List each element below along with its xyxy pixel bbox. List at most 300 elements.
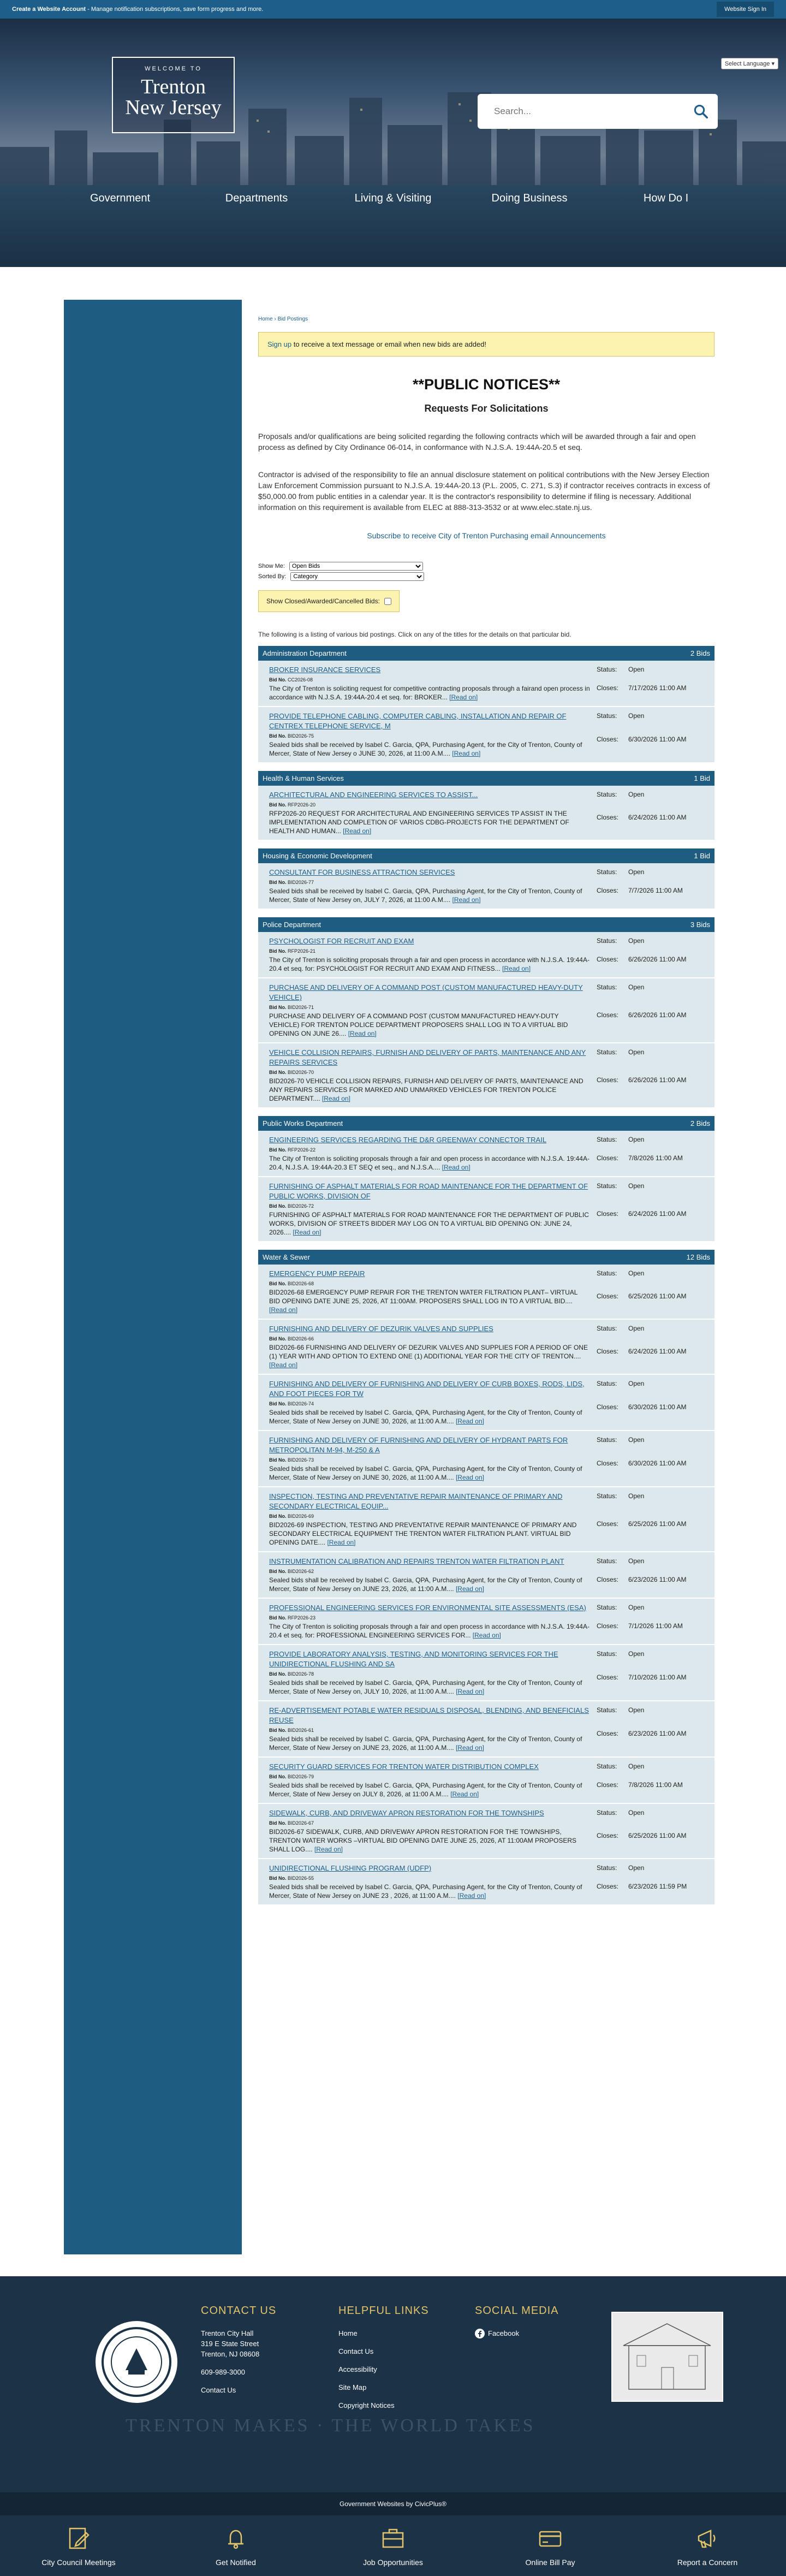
quick-link-online-bill-pay[interactable] [496,2525,605,2567]
city-logo[interactable] [112,57,235,133]
logo-welcome: WELCOME TO [145,66,202,72]
status-label: Status: [597,1269,617,1277]
bid-row [258,978,714,1043]
sorted-by-select[interactable] [290,572,424,581]
facebook-link[interactable] [475,2328,559,2338]
bid-number [269,802,590,808]
bid-number-value: BID2026-79 [288,1774,314,1779]
closes-value: 7/7/2026 11:00 AM [628,886,683,894]
bid-number-label: Bid No. [269,1203,287,1209]
bid-description-text: PURCHASE AND DELIVERY OF A COMMAND POST (CUSTOM MANUFACTURED HEAVY-DUTY VEHICLE) FOR TRENTON POLICE DEPARTMENT PROPOSERS SHALL LOG IN TO A VIRTUAL BID OPENING ON JUNE 26.... [269,1012,568,1037]
search-icon[interactable] [693,103,709,120]
bid-row [258,1043,714,1108]
subscribe-link[interactable]: Subscribe to receive City of Trenton Purchasing email Announcements [367,531,606,540]
closes-label: Closes: [597,735,619,743]
hero-banner [0,19,786,267]
footer-link-contact[interactable]: Contact Us [338,2347,374,2355]
status-value: Open [628,1136,645,1143]
bid-title-link[interactable]: PURCHASE AND DELIVERY OF A COMMAND POST (CUSTOM MANUFACTURED HEAVY-DUTY VEHICLE) [269,983,583,1001]
bid-description-text: Sealed bids shall be received by Isabel C. Garcia, QPA, Purchasing Agent, for the City of Trenton, County of Mercer, State of New Jersey on, JULY 10, 2026, at 11:00 A.M.... [269,1679,582,1695]
footer-link-accessibility[interactable]: Accessibility [338,2365,377,2373]
bid-status [597,1182,705,1237]
status-label: Status: [597,1650,617,1658]
bid-number-value: RFP2026-23 [288,1615,316,1621]
contact-line-3: Trenton, NJ 08608 [201,2350,260,2358]
department-group [258,1116,714,1242]
department-bid-count: 1 Bid [694,774,710,782]
read-on-link[interactable]: [Read on] [314,1845,343,1853]
read-on-link[interactable]: [Read on] [472,1631,501,1639]
status-label: Status: [597,1557,617,1565]
quick-link-report-concern[interactable] [653,2525,762,2567]
department-header[interactable] [258,1250,714,1265]
bid-title-link[interactable]: FURNISHING AND DELIVERY OF DEZURIK VALVES AND SUPPLIES [269,1325,493,1333]
closes-value: 6/25/2026 11:00 AM [628,1831,687,1839]
department-bid-count: 3 Bids [690,921,710,929]
read-on-link[interactable]: [Read on] [455,1474,484,1481]
read-on-link[interactable]: [Read on] [269,1361,298,1369]
status-label: Status: [597,1436,617,1444]
footer-social [475,2305,559,2338]
bid-number [269,1774,590,1779]
bid-description [269,1576,590,1593]
show-me-label: Show Me: [258,563,285,569]
city-seal-image [96,2321,177,2403]
bid-title-link[interactable]: FURNISHING OF ASPHALT MATERIALS FOR ROAD MAINTENANCE FOR THE DEPARTMENT OF PUBLIC WORKS, DIVISION OF [269,1182,588,1200]
department-bid-count: 12 Bids [686,1253,710,1261]
status-value: Open [628,1380,645,1387]
bid-number-value: BID2026-75 [288,733,314,739]
bid-title-link[interactable]: PROFESSIONAL ENGINEERING SERVICES FOR ENVIRONMENTAL SITE ASSESSMENTS (ESA) [269,1604,586,1612]
bid-listing [258,646,714,1906]
read-on-link[interactable]: [Read on] [456,1688,485,1695]
bid-number [269,1615,590,1621]
bid-status [597,711,705,758]
bid-number-label: Bid No. [269,1336,287,1342]
quick-links-bar [0,2515,786,2576]
status-label: Status: [597,1706,617,1714]
bid-title-link[interactable]: BROKER INSURANCE SERVICES [269,666,381,674]
bid-number [269,1005,590,1010]
closes-value: 6/30/2026 11:00 AM [628,735,687,743]
bid-row [258,1599,714,1645]
read-on-link[interactable]: [Read on] [457,1892,486,1900]
closes-label: Closes: [597,1622,619,1630]
status-label: Status: [597,1048,617,1056]
footer-contact-link[interactable]: Contact Us [201,2386,236,2394]
bid-description [269,1781,590,1799]
bid-number [269,880,590,885]
read-on-link[interactable]: [Read on] [502,965,531,972]
quick-link-get-notified[interactable] [181,2525,290,2567]
bid-title-link[interactable]: FURNISHING AND DELIVERY OF FURNISHING AND DELIVERY OF CURB BOXES, RODS, LIDS, AND FOOT PIECES FOR TW [269,1380,585,1398]
bid-description-text: Sealed bids shall be received by Isabel C. Garcia, QPA, Purchasing Agent, for the City of Trenton, County of Mercer, State of New Jersey on JULY 8, 2026, at 11:00 A.M.... [269,1782,582,1798]
bid-title-link[interactable]: INSTRUMENTATION CALIBRATION AND REPAIRS TRENTON WATER FILTRATION PLANT [269,1557,564,1565]
bid-number-label: Bid No. [269,1513,287,1519]
bid-title-link[interactable]: ARCHITECTURAL AND ENGINEERING SERVICES TO ASSIST... [269,791,478,799]
bid-number-value: RFP2026-21 [288,948,316,954]
status-value: Open [628,1325,645,1332]
bid-title-link[interactable]: PSYCHOLOGIST FOR RECRUIT AND EXAM [269,937,414,945]
closes-label: Closes: [597,1209,619,1218]
status-label: Status: [597,937,617,945]
department-group [258,1250,714,1906]
closes-value: 6/24/2026 11:00 AM [628,1347,687,1355]
bid-number [269,1070,590,1075]
read-on-link[interactable]: [Read on] [455,1417,484,1425]
status-label: Status: [597,666,617,673]
sign-in-button[interactable]: Website Sign In [717,2,774,17]
bid-status [597,1603,705,1640]
nav-living-visiting[interactable]: Living & Visiting [354,192,432,204]
department-bid-count: 2 Bids [690,1119,710,1127]
bid-number-value: BID2026-61 [288,1728,314,1733]
bid-row [258,1701,714,1758]
closes-label: Closes: [597,1459,619,1467]
bid-title-link[interactable]: UNIDIRECTIONAL FLUSHING PROGRAM (UDFP) [269,1864,432,1872]
footer-helpful-links [338,2305,429,2418]
bid-number-value: BID2026-77 [288,880,314,885]
quick-link-label: Get Notified [216,2557,256,2567]
bid-title-link[interactable]: RE-ADVERTISEMENT POTABLE WATER RESIDUALS DISPOSAL, BLENDING, AND BENEFICIALS REUSE [269,1706,589,1724]
nav-departments[interactable]: Departments [225,192,288,204]
bid-description-text: FURNISHING OF ASPHALT MATERIALS FOR ROAD MAINTENANCE FOR THE DEPARTMENT OF PUBLIC WORKS, DIVISION OF STREETS BIDDER MAY LOG ON TO A VIRTUAL BID OPENING ON: JUNE 24, 2026.... [269,1211,589,1236]
logo-state: New Jersey [125,96,222,119]
bid-title-link[interactable]: INSPECTION, TESTING AND PREVENTATIVE REPAIR MAINTENANCE OF PRIMARY AND SECONDARY ELECTRICAL EQUIP... [269,1492,563,1510]
bid-number-label: Bid No. [269,1569,287,1574]
bid-description-text: RFP2026-20 REQUEST FOR ARCHITECTURAL AND ENGINEERING SERVICES TP ASSIST IN THE IMPLEMENTATION AND COMPLETION OF VARIOS CDBG-PROJECTS FOR THE DEPARTMENT OF HEALTH AND HUMAN... [269,810,569,835]
bid-description [269,809,590,835]
read-on-link[interactable]: [Read on] [442,1164,471,1171]
bid-title-link[interactable]: EMERGENCY PUMP REPAIR [269,1269,365,1278]
bid-number-label: Bid No. [269,733,287,739]
closes-value: 6/23/2026 11:00 AM [628,1575,687,1583]
bid-description [269,1012,590,1038]
bid-row [258,1487,714,1552]
edit-document-icon [66,2525,92,2551]
read-on-link[interactable]: [Read on] [293,1228,321,1236]
bid-number-label: Bid No. [269,802,287,808]
status-value: Open [628,1809,645,1817]
status-value: Open [628,712,645,720]
closes-value: 7/10/2026 11:00 AM [628,1673,687,1681]
status-label: Status: [597,1380,617,1387]
contact-line-2: 319 E State Street [201,2340,259,2348]
bid-description-text: BID2026-70 VEHICLE COLLISION REPAIRS, FURNISH AND DELIVERY OF PARTS, MAINTENANCE AND ANY REPAIRS SERVICES FOR MARKED AND UNMARKED VEHICLES FOR TRENTON POLICE DEPARTMENT.... [269,1077,583,1102]
read-on-link[interactable]: [Read on] [450,1790,479,1798]
bid-description-text: Sealed bids shall be received by Isabel C. Garcia, QPA, Purchasing Agent, for the City of Trenton, County of Mercer, State of New Jersey on JUNE 30, 2026, at 11:00 A.M.... [269,1409,582,1425]
bid-row [258,1645,714,1701]
bid-title-link[interactable]: CONSULTANT FOR BUSINESS ATTRACTION SERVICES [269,868,455,876]
facebook-icon [475,2329,485,2338]
bid-number-label: Bid No. [269,1615,287,1621]
department-name: Health & Human Services [263,774,344,782]
bid-number [269,733,590,739]
create-account-link[interactable]: Create a Website Account [12,6,86,13]
status-label: Status: [597,1182,617,1190]
bid-row [258,1375,714,1431]
closes-label: Closes: [597,1076,619,1084]
status-value: Open [628,1182,645,1190]
credit-card-icon [537,2525,563,2551]
bid-number [269,1401,590,1406]
footer [0,2276,786,2492]
closes-value: 6/26/2026 11:00 AM [628,955,687,963]
bid-number-value: BID2026-62 [288,1569,314,1574]
closes-value: 6/23/2026 11:00 AM [628,1729,687,1737]
breadcrumb [258,316,714,322]
bid-status [597,936,705,973]
breadcrumb-bid-postings[interactable]: Bid Postings [277,316,308,322]
bid-description-text: Sealed bids shall be received by Isabel C. Garcia, QPA, Purchasing Agent, for the City of Trenton, County of Mercer, State of New Jersey on JUNE 23, 2026, at 11:00 A.M.... [269,1735,582,1752]
read-on-link[interactable]: [Read on] [452,896,481,904]
civicplus-credit[interactable] [0,2492,786,2515]
closes-label: Closes: [597,813,619,821]
status-value: Open [628,1557,645,1565]
bid-description [269,1622,590,1640]
bid-number-label: Bid No. [269,1875,287,1881]
read-on-link[interactable]: [Read on] [321,1095,350,1102]
nav-how-do-i[interactable]: How Do I [643,192,689,204]
bid-title-link[interactable]: VEHICLE COLLISION REPAIRS, FURNISH AND DELIVERY OF PARTS, MAINTENANCE AND ANY REPAIRS SERVICES [269,1048,586,1066]
read-on-link[interactable]: [Read on] [269,1306,298,1314]
department-group [258,917,714,1108]
status-value: Open [628,1864,645,1872]
read-on-link[interactable]: [Read on] [343,827,372,835]
bid-description-text: BID2026-69 INSPECTION, TESTING AND PREVENTATIVE REPAIR MAINTENANCE OF PRIMARY AND SECONDARY ELECTRICAL EQUIPMENT THE TRENTON WATER FILTRATION PLANT. VIRTUAL BID OPENING DATE.... [269,1521,577,1546]
bid-number-value: BID2026-70 [288,1070,314,1075]
bid-number [269,1203,590,1209]
status-label: Status: [597,1809,617,1817]
bid-title-link[interactable]: FURNISHING AND DELIVERY OF FURNISHING AND DELIVERY OF HYDRANT PARTS FOR METROPOLITAN M-94, M-250 & A [269,1436,568,1454]
bid-status [597,868,705,904]
bid-description-text: Sealed bids shall be received by Isabel C. Garcia, QPA, Purchasing Agent, for the City of Trenton, County of Mercer, State of New Jersey on JUNE 30, 2026, at 11:00 A.M.... [269,1465,582,1481]
bid-description-text: The City of Trenton is soliciting proposals through a fair and open process in accordance with N.J.S.A. 19:44A-20.4 et seq. for: PROFESSIONAL ENGINEERING SERVICES FOR... [269,1623,590,1639]
bid-description [269,740,590,758]
quick-link-label: City Council Meetings [41,2557,116,2567]
bid-number [269,1875,590,1881]
department-header[interactable] [258,771,714,786]
contact-heading: CONTACT US [201,2305,277,2317]
status-value: Open [628,983,645,991]
main-content [258,300,714,2254]
nav-government[interactable]: Government [90,192,151,204]
bid-number [269,1457,590,1463]
bid-number-value: BID2026-74 [288,1401,314,1406]
bid-description-text: Sealed bids shall be received by Isabel C. Garcia, QPA, Purchasing Agent, for the City of Trenton, County of Mercer, State of New Jersey on JUNE 23, 2026, at 11:00 A.M.... [269,1576,582,1593]
department-header[interactable] [258,646,714,661]
quick-link-label: Online Bill Pay [525,2557,575,2567]
read-on-link[interactable]: [Read on] [452,750,481,757]
bid-number [269,1569,590,1574]
bid-number-label: Bid No. [269,1728,287,1733]
bid-status [597,1324,705,1369]
closes-label: Closes: [597,1520,619,1528]
seal-emblem-icon [101,2326,172,2397]
facebook-label: Facebook [488,2329,520,2337]
read-on-link[interactable]: [Read on] [455,1585,484,1593]
closes-value: 6/30/2026 11:00 AM [628,1459,687,1467]
status-label: Status: [597,1864,617,1872]
breadcrumb-home[interactable]: Home [258,316,273,322]
closes-value: 6/25/2026 11:00 AM [628,1292,687,1300]
bid-number-value: BID2026-78 [288,1671,314,1677]
status-value: Open [628,1048,645,1056]
bid-number [269,677,590,682]
bid-number-label: Bid No. [269,1401,287,1406]
bid-row [258,1131,714,1177]
city-hall-sketch-image [611,2312,723,2402]
bid-number-label: Bid No. [269,1281,287,1286]
closed-bids-checkbox[interactable] [384,598,391,605]
bid-number-value: BID2026-55 [288,1875,314,1881]
footer-link-home[interactable]: Home [338,2329,358,2337]
bid-description-text: Sealed bids shall be received by Isabel C. Garcia, QPA, Purchasing Agent, for the City of Trenton, County of Mercer, State of New Jersey on JUNE 23 , 2026, at 11:00 A.M.... [269,1883,582,1900]
bid-status [597,1435,705,1482]
bid-number-value: BID2026-73 [288,1457,314,1463]
bid-row [258,707,714,763]
status-label: Status: [597,868,617,876]
bid-description [269,1210,590,1237]
bid-number-value: BID2026-69 [288,1513,314,1519]
bid-row [258,932,714,978]
notify-alert [258,332,714,357]
bid-description-text: Sealed bids shall be received by Isabel C. Garcia, QPA, Purchasing Agent, for the City of Trenton, County of Mercer, State of New Jersey o JUNE 30, 2026, at 11:00 A.M.... [269,741,582,757]
closes-label: Closes: [597,1780,619,1789]
bid-number-value: BID2026-67 [288,1820,314,1826]
bid-description [269,1883,590,1900]
read-on-link[interactable]: [Read on] [449,693,478,701]
search-box [478,94,718,129]
closes-label: Closes: [597,684,619,692]
status-label: Status: [597,712,617,720]
listing-intro: The following is a listing of various bid postings. Click on any of the titles for the details on that particular bid. [258,631,571,638]
closes-label: Closes: [597,1729,619,1737]
status-value: Open [628,791,645,798]
department-header[interactable] [258,1116,714,1131]
bid-description-text: Sealed bids shall be received by Isabel C. Garcia, QPA, Purchasing Agent, for the City of Trenton, County of Mercer, State of New Jersey on, JULY 7, 2026, at 11:00 A.M.... [269,887,582,904]
quick-link-job-opportunities[interactable] [338,2525,448,2567]
bid-status [597,1135,705,1172]
bid-status [597,983,705,1038]
bid-number-label: Bid No. [269,1005,287,1010]
bid-number-label: Bid No. [269,1671,287,1677]
department-bid-count: 2 Bids [690,649,710,657]
account-message[interactable] [12,6,263,13]
bid-title-link[interactable]: PROVIDE TELEPHONE CABLING, COMPUTER CABLING, INSTALLATION AND REPAIR OF CENTREX TELEPHONE SERVICE, M [269,712,567,730]
bid-status [597,1269,705,1314]
page-title: **PUBLIC NOTICES** [412,376,561,393]
top-bar [0,0,786,19]
main-nav [0,192,786,205]
department-name: Administration Department [263,649,347,657]
bid-number-label: Bid No. [269,1820,287,1826]
department-header[interactable] [258,848,714,863]
closes-label: Closes: [597,1882,619,1890]
quick-link-council-meetings[interactable] [24,2525,133,2567]
closes-value: 6/26/2026 11:00 AM [628,1011,687,1019]
department-group [258,848,714,910]
bid-number [269,1336,590,1342]
closes-label: Closes: [597,955,619,963]
read-on-link[interactable]: [Read on] [327,1539,356,1546]
search-input[interactable] [494,106,693,117]
status-value: Open [628,868,645,876]
bid-title-link[interactable]: SECURITY GUARD SERVICES FOR TRENTON WATER DISTRIBUTION COMPLEX [269,1762,539,1771]
bid-status [597,790,705,835]
bid-row [258,1320,714,1375]
bid-row [258,786,714,841]
bid-description [269,1288,590,1314]
closes-label: Closes: [597,1154,619,1162]
closes-value: 6/23/2026 11:59 PM [628,1882,687,1890]
quick-link-label: Job Opportunities [363,2557,423,2567]
megaphone-icon [694,2525,720,2551]
bid-number [269,948,590,954]
read-on-link[interactable]: [Read on] [348,1030,377,1037]
logo-city: Trenton [141,75,206,98]
bid-number-label: Bid No. [269,1457,287,1463]
content-area [0,267,786,2276]
closes-label: Closes: [597,1292,619,1300]
bid-status [597,1808,705,1854]
status-label: Status: [597,791,617,798]
nav-doing-business[interactable]: Doing Business [491,192,568,204]
briefcase-icon [380,2525,406,2551]
bid-number [269,1513,590,1519]
status-label: Status: [597,1136,617,1143]
bid-status [597,1048,705,1103]
sign-up-link[interactable]: Sign up [267,340,292,348]
phone-link[interactable]: 609-989-3000 [201,2368,245,2376]
closes-label: Closes: [597,1347,619,1355]
closes-label: Closes: [597,1831,619,1839]
breadcrumb-separator: › [272,316,278,322]
read-on-link[interactable]: [Read on] [455,1744,484,1752]
bid-number [269,1820,590,1826]
closes-label: Closes: [597,1403,619,1411]
bid-title-link[interactable]: ENGINEERING SERVICES REGARDING THE D&R GREENWAY CONNECTOR TRAIL [269,1136,547,1144]
show-me-select[interactable] [289,562,423,571]
department-name: Water & Sewer [263,1253,310,1261]
status-label: Status: [597,983,617,991]
footer-link-copyright[interactable]: Copyright Notices [338,2401,395,2409]
bid-title-link[interactable]: PROVIDE LABORATORY ANALYSIS, TESTING, AND MONITORING SERVICES FOR THE UNIDIRECTIONAL FLUSHING AND SA [269,1650,558,1668]
bid-number-value: BID2026-68 [288,1281,314,1286]
bid-description [269,955,590,973]
sorted-by-label: Sorted By: [258,573,287,580]
bid-status [597,1863,705,1900]
department-header[interactable] [258,917,714,932]
bid-number [269,1281,590,1286]
bid-number [269,1147,590,1153]
bell-icon [223,2525,249,2551]
bid-description-text: The City of Trenton is soliciting proposals through a fair and open process in accordance with N.J.S.A. 19:44A-20.4, N.J.S.A. 19:44A-20.3 ET SEQ et seq., and N.J.S.A.... [269,1155,590,1171]
footer-link-sitemap[interactable]: Site Map [338,2383,367,2391]
closes-label: Closes: [597,1011,619,1019]
department-bid-count: 1 Bid [694,852,710,860]
closes-value: 7/17/2026 11:00 AM [628,684,687,692]
bid-status [597,1557,705,1593]
status-value: Open [628,1604,645,1611]
language-select[interactable]: Select Language ▾ [721,58,778,69]
bid-row [258,1758,714,1804]
bid-description-text: The City of Trenton is soliciting proposals through a fair and open process in accordance with N.J.S.A. 19:44A-20.4 et seq. for: PSYCHOLOGIST FOR RECRUIT AND EXAM AND FITNESS... [269,956,590,972]
bid-title-link[interactable]: SIDEWALK, CURB, AND DRIVEWAY APRON RESTORATION FOR THE TOWNSHIPS [269,1809,544,1817]
social-heading: SOCIAL MEDIA [475,2305,559,2317]
bid-number-value: RFP2026-22 [288,1147,316,1153]
bid-description [269,684,590,702]
